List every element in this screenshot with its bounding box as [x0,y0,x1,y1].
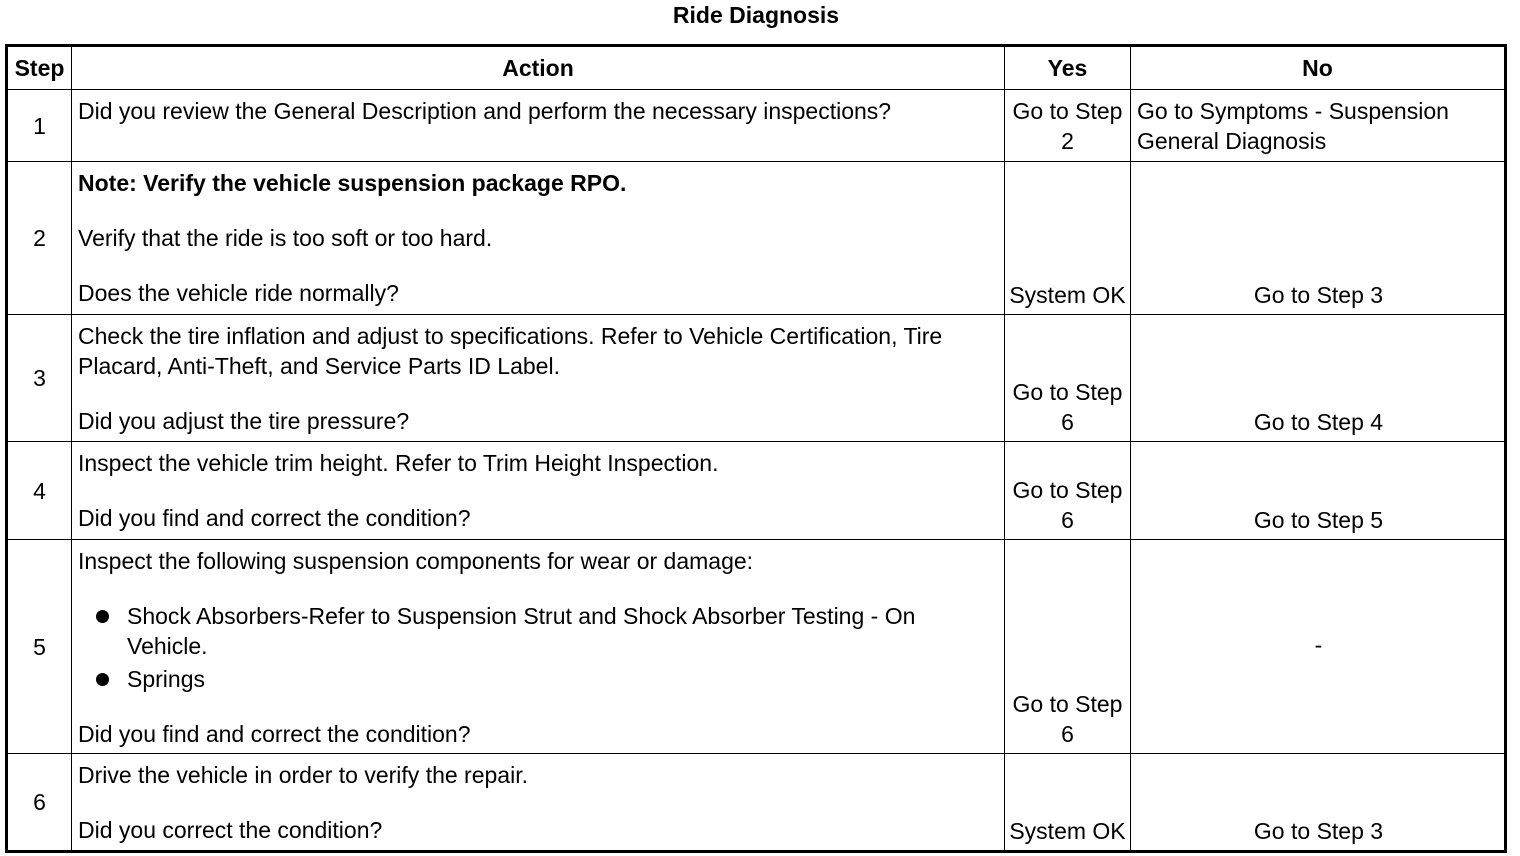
no-cell: Go to Symptoms - Suspension General Diagnosis [1131,90,1506,162]
step-number: 6 [7,754,72,852]
step-number: 3 [7,315,72,442]
yes-cell: System OK [1005,754,1131,852]
yes-cell: System OK [1005,162,1131,315]
action-cell [72,754,1005,852]
step-number: 4 [7,442,72,540]
table-row [7,442,1506,540]
table-row [7,540,1506,754]
question-text: Did you find and correct the condition? [78,505,471,531]
question-text: Does the vehicle ride normally? [78,280,399,306]
header-action: Action [72,46,1005,90]
table-row [7,90,1506,162]
page-title: Ride Diagnosis [672,2,840,28]
yes-cell: Go to Step 2 [1005,90,1131,162]
list-item [78,664,996,694]
yes-cell: Go to Step 6 [1005,315,1131,442]
table-header-row [7,46,1506,90]
step-number: 1 [7,90,72,162]
list-item-text: Shock Absorbers-Refer to Suspension Strut and Shock Absorber Testing - On Vehicle. [127,603,916,659]
action-cell [72,162,1005,315]
action-cell [72,442,1005,540]
action-cell [72,90,1005,162]
question-text: Did you correct the condition? [78,817,383,843]
action-text: Check the tire inflation and adjust to specifications. Refer to Vehicle Certification, Tire Placard, Anti-Theft, and Service Parts ID Label. [78,323,943,379]
no-cell: Go to Step 3 [1131,754,1506,852]
action-text: Verify that the ride is too soft or too hard. [78,225,493,251]
action-cell [72,315,1005,442]
list-item-text: Springs [127,666,205,692]
question-text: Did you adjust the tire pressure? [78,408,410,434]
yes-cell: Go to Step 6 [1005,442,1131,540]
step-number: 5 [7,540,72,754]
yes-cell: Go to Step 6 [1005,540,1131,754]
note-text: Note: Verify the vehicle suspension package RPO. [78,170,627,196]
diagnosis-table [5,44,1507,853]
no-cell: Go to Step 5 [1131,442,1506,540]
no-cell: - [1131,540,1506,754]
bullet-icon [96,610,109,623]
header-yes: Yes [1005,46,1131,90]
header-step: Step [7,46,72,90]
action-text: Inspect the vehicle trim height. Refer to Trim Height Inspection. [78,450,719,476]
no-cell: Go to Step 3 [1131,162,1506,315]
step-number: 2 [7,162,72,315]
table-row [7,754,1506,852]
question-text: Did you find and correct the condition? [78,721,471,747]
action-cell [72,540,1005,754]
action-text: Did you review the General Description and perform the necessary inspections? [78,98,892,124]
list-item [78,601,996,661]
bullet-icon [96,673,109,686]
table-row [7,315,1506,442]
action-text: Drive the vehicle in order to verify the repair. [78,762,528,788]
component-list [78,601,996,694]
action-text: Inspect the following suspension components for wear or damage: [78,548,754,574]
no-cell: Go to Step 4 [1131,315,1506,442]
table-row [7,162,1506,315]
header-no: No [1131,46,1506,90]
